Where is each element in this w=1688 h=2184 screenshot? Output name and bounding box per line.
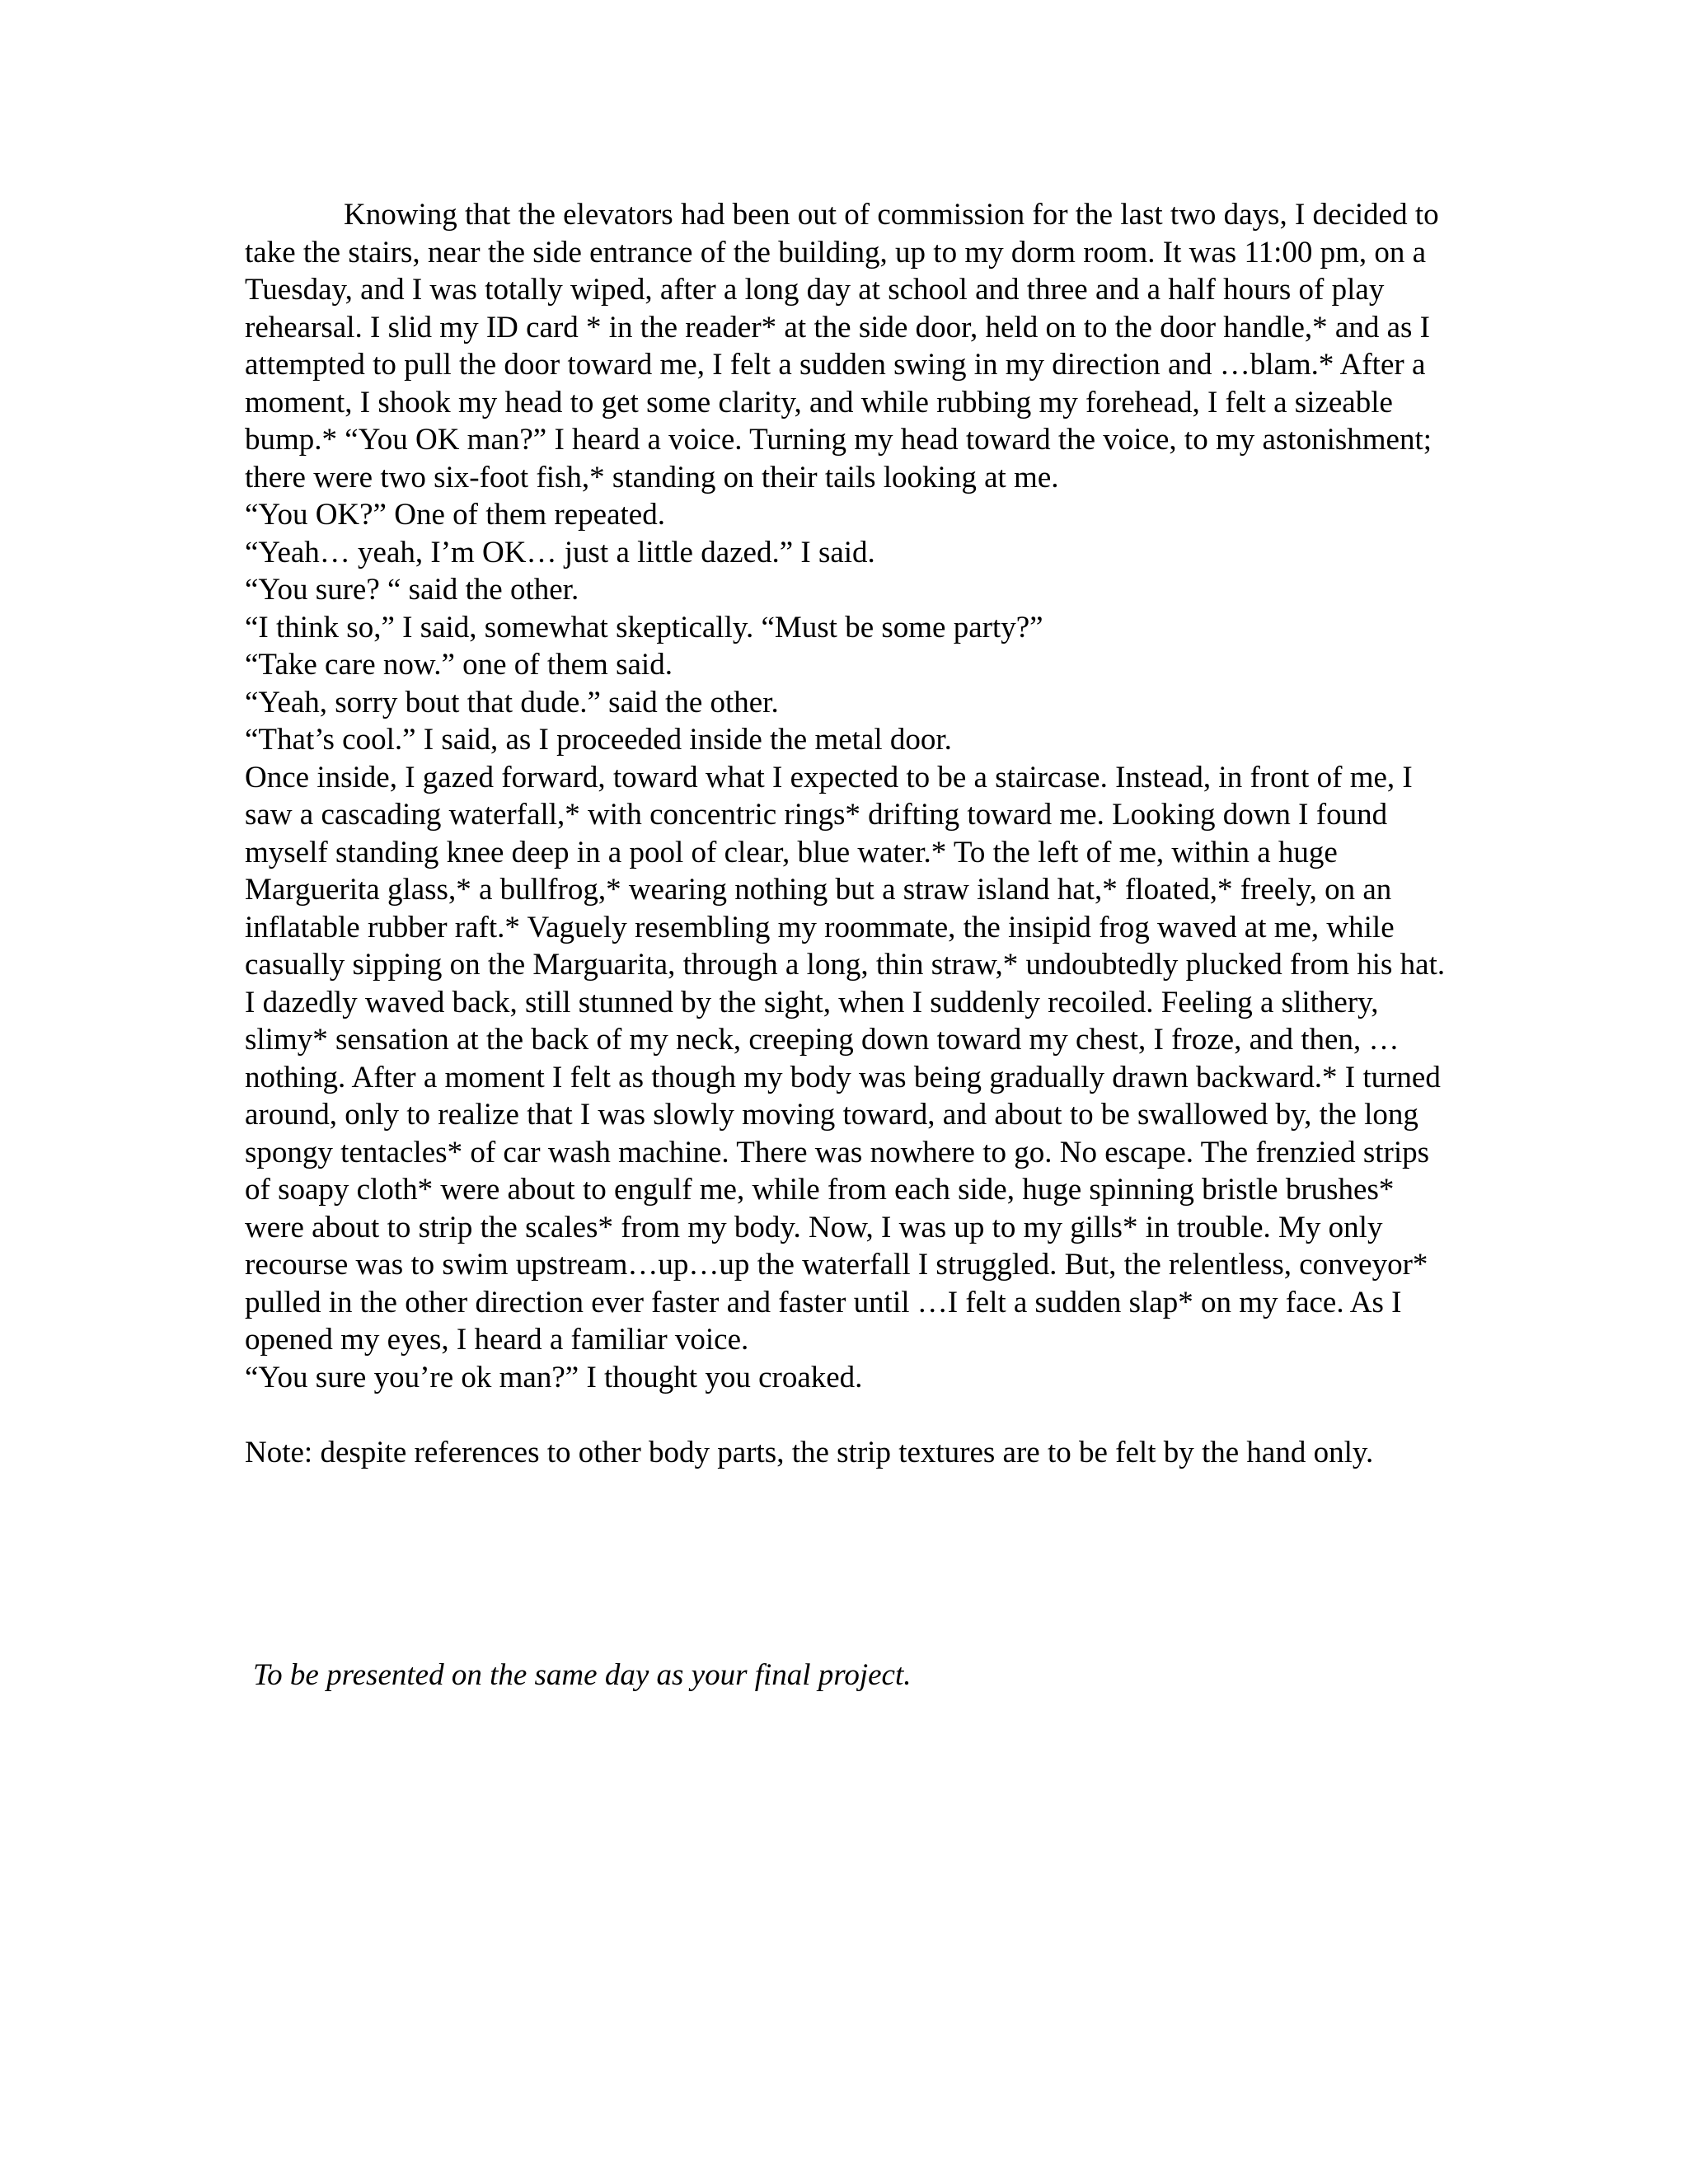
dialogue-line: “You sure? “ said the other. xyxy=(245,573,579,607)
dialogue-line: “Yeah… yeah, I’m OK… just a little dazed.” I said. xyxy=(245,535,875,569)
note-paragraph: Note: despite references to other body parts, the strip textures are to be felt by the hand only. xyxy=(245,1435,1374,1469)
closing-line: “You sure you’re ok man?” I thought you croaked. xyxy=(245,1360,863,1394)
inside-paragraph: Once inside, I gazed forward, toward what I expected to be a staircase. Instead, in front of me, I saw a cascading waterfall,* with concentric rings* drifting toward me. Looking down I found myself standing knee deep in a pool of clear, blue water.* To the left of me, within a huge Marguerita glass,* a bullfrog,* wearing nothing but a straw island hat,* floated,* freely, on an inflatable rubber raft.* Vaguely resembling my roommate, the insipid frog waved at me, while casually sipping on the Marguarita, through a long, thin straw,* undoubtedly plucked from his hat. I dazedly waved back, still stunned by the sight, when I suddenly recoiled. Feeling a slithery, slimy* sensation at the back of my neck, creeping down toward my chest, I froze, and then, …nothing. After a moment I felt as though my body was being gradually drawn backward.* I turned around, only to realize that I was slowly moving toward, and about to be swallowed by, the long spongy tentacles* of car wash machine. There was nowhere to go. No escape. The frenzied strips of soapy cloth* were about to engulf me, while from each side, huge spinning bristle brushes* were about to strip the scales* from my body. Now, I was up to my gills* in trouble. My only recourse was to swim upstream…up…up the waterfall I struggled. But, the relentless, conveyor* pulled in the other direction ever faster and faster until …I felt a sudden slap* on my face. As I opened my eyes, I heard a familiar voice. xyxy=(245,760,1446,1357)
dialogue-line: “Take care now.” one of them said. xyxy=(245,648,673,682)
paragraph-gap xyxy=(245,1396,1448,1434)
dialogue-line: “That’s cool.” I said, as I proceeded inside the metal door. xyxy=(245,723,952,757)
story-text xyxy=(245,196,1448,1471)
opening-paragraph: Knowing that the elevators had been out of commission for the last two days, I decided to take the stairs, near the side entrance of the building, up to my dorm room. It was 11:00 pm, on a Tuesday, and I was totally wiped, after a long day at school and three and a half hours of play rehearsal. I slid my ID card * in the reader* at the side door, held on to the door handle,* and as I attempted to pull the door toward me, I felt a sudden swing in my direction and …blam.* After a moment, I shook my head to get some clarity, and while rubbing my forehead, I felt a sizeable bump.* “You OK man?” I heard a voice. Turning my head toward the voice, to my astonishment; there were two six-foot fish,* standing on their tails looking at me. xyxy=(245,198,1439,494)
presentation-note: To be presented on the same day as your final project. xyxy=(253,1658,912,1692)
dialogue-line: “You OK?” One of them repeated. xyxy=(245,498,665,532)
dialogue-line: “Yeah, sorry bout that dude.” said the other. xyxy=(245,685,779,719)
dialogue-line: “I think so,” I said, somewhat skeptically. “Must be some party?” xyxy=(245,610,1043,644)
